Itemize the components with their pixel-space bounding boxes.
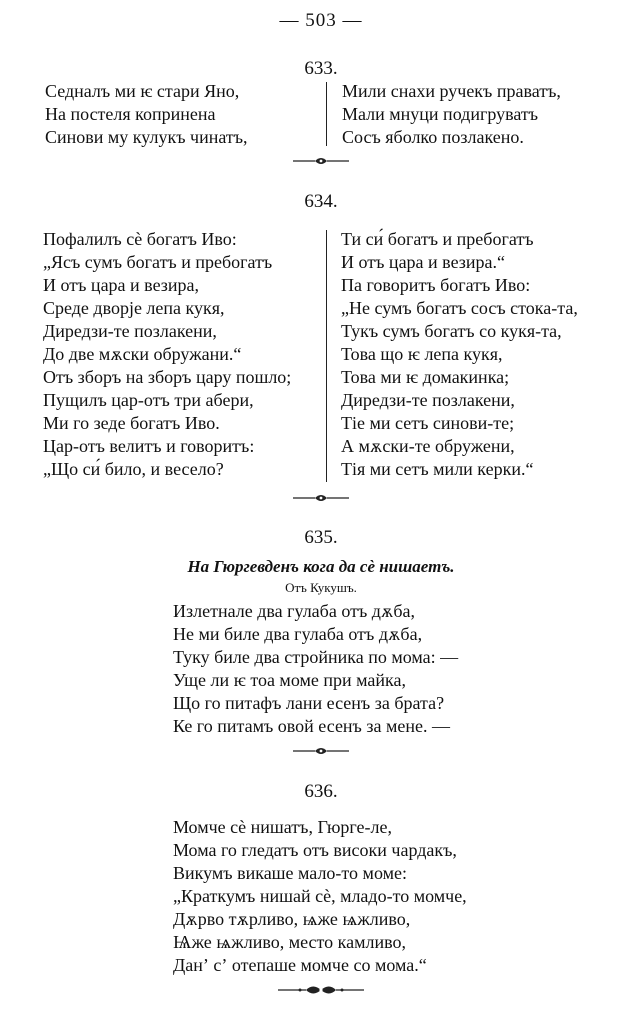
verse-line: Диредзи-те позлакени, bbox=[43, 321, 217, 341]
section-ornament bbox=[0, 491, 642, 505]
verse-line: Па говоритъ богатъ Иво: bbox=[341, 275, 531, 295]
verse-line: „Краткумъ нишай сѐ, младо-то момче, bbox=[173, 886, 467, 906]
poem-number-636: 636. bbox=[304, 781, 338, 802]
verse-line: Мили снахи ручекъ праватъ, bbox=[342, 81, 561, 101]
column-divider bbox=[326, 230, 327, 482]
verse-line: Това що ѥ лепа кукя, bbox=[341, 344, 503, 364]
section-ornament bbox=[0, 744, 642, 758]
verse-line: Викумъ викаше мало-то моме: bbox=[173, 863, 407, 883]
verse-line: „Не сумъ богатъ сосъ стока-та, bbox=[341, 298, 578, 318]
verse-line: И отъ цара и везира.“ bbox=[341, 252, 506, 272]
verse-line: Цар-отъ велитъ и говоритъ: bbox=[43, 436, 255, 456]
verse-line: Уще ли ѥ тоа моме при майка, bbox=[173, 670, 406, 690]
poem-635-verses bbox=[173, 600, 458, 738]
verse-line: Туку биле два стройника по мома: — bbox=[173, 647, 459, 667]
poem-636-verses bbox=[173, 816, 467, 977]
verse-line: Пофалилъ сѐ богатъ Иво: bbox=[43, 229, 237, 249]
verse-line: Мома го гледатъ отъ високи чардакъ, bbox=[173, 840, 457, 860]
verse-line: И отъ цара и везира, bbox=[43, 275, 200, 295]
verse-line: Пущилъ цар-отъ три абери, bbox=[43, 390, 254, 410]
verse-line: Тіе ми сетъ синови-те; bbox=[341, 413, 515, 433]
verse-line: Тукъ сумъ богатъ со кукя-та, bbox=[341, 321, 562, 341]
end-ornament bbox=[0, 983, 642, 997]
poem-number-633: 633. bbox=[304, 58, 338, 79]
verse-line: Данʼ сʼ отепаше момче со мома.“ bbox=[173, 955, 427, 975]
verse-line: Среде дворје лепа кукя, bbox=[43, 298, 225, 318]
verse-line: Момче сѐ нишатъ, Гюрге-ле, bbox=[173, 817, 393, 837]
poem-634-left-column bbox=[43, 228, 291, 481]
verse-line: Седналъ ми ѥ стари Яно, bbox=[45, 81, 240, 101]
verse-line: Ѩже ѩжливо, место камливо, bbox=[173, 932, 407, 952]
verse-line: Ти си́ богатъ и пребогатъ bbox=[341, 229, 534, 249]
poem-title: На Гюргевденъ кога да сѐ нишаетъ. bbox=[187, 557, 455, 576]
poem-origin: Отъ Кукушъ. bbox=[285, 580, 357, 595]
verse-line: Сосъ яболко позлакено. bbox=[342, 127, 524, 147]
verse-line: Излетнале два гулаба отъ дѫба, bbox=[173, 601, 415, 621]
verse-line: Дѫрво тѫрливо, ѩже ѩжливо, bbox=[173, 909, 411, 929]
poem-634-right-column bbox=[341, 228, 578, 481]
verse-line: Отъ зборъ на зборъ цару пошло; bbox=[43, 367, 292, 387]
verse-line: „Що си́ било, и весело? bbox=[43, 459, 224, 479]
verse-line: „Ясъ сумъ богатъ и пребогатъ bbox=[43, 252, 273, 272]
column-divider bbox=[326, 82, 327, 146]
verse-line: Що го питафъ лани есенъ за брата? bbox=[173, 693, 445, 713]
verse-line: Тія ми сетъ мили керки.“ bbox=[341, 459, 534, 479]
verse-line: Синови му кулукъ чинатъ, bbox=[45, 127, 248, 147]
poem-number-635: 635. bbox=[304, 527, 338, 548]
verse-line: Диредзи-те позлакени, bbox=[341, 390, 515, 410]
poem-number-634: 634. bbox=[304, 191, 338, 212]
poem-633-right-column bbox=[342, 80, 561, 149]
section-ornament bbox=[0, 154, 642, 168]
verse-line: До две мѫски обружани.“ bbox=[43, 344, 242, 364]
poem-633-left-column bbox=[45, 80, 248, 149]
verse-line: Това ми ѥ домакинка; bbox=[341, 367, 510, 387]
verse-line: Не ми биле два гулаба отъ дѫба, bbox=[173, 624, 423, 644]
verse-line: А мѫски-те обружени, bbox=[341, 436, 515, 456]
verse-line: Ке го питамъ овой есенъ за мене. — bbox=[173, 716, 450, 736]
verse-line: Мали мнуци подигруватъ bbox=[342, 104, 539, 124]
verse-line: На постеля копринена bbox=[45, 104, 216, 124]
page-number-header: — 503 — bbox=[279, 10, 363, 31]
verse-line: Ми го зеде богатъ Иво. bbox=[43, 413, 220, 433]
